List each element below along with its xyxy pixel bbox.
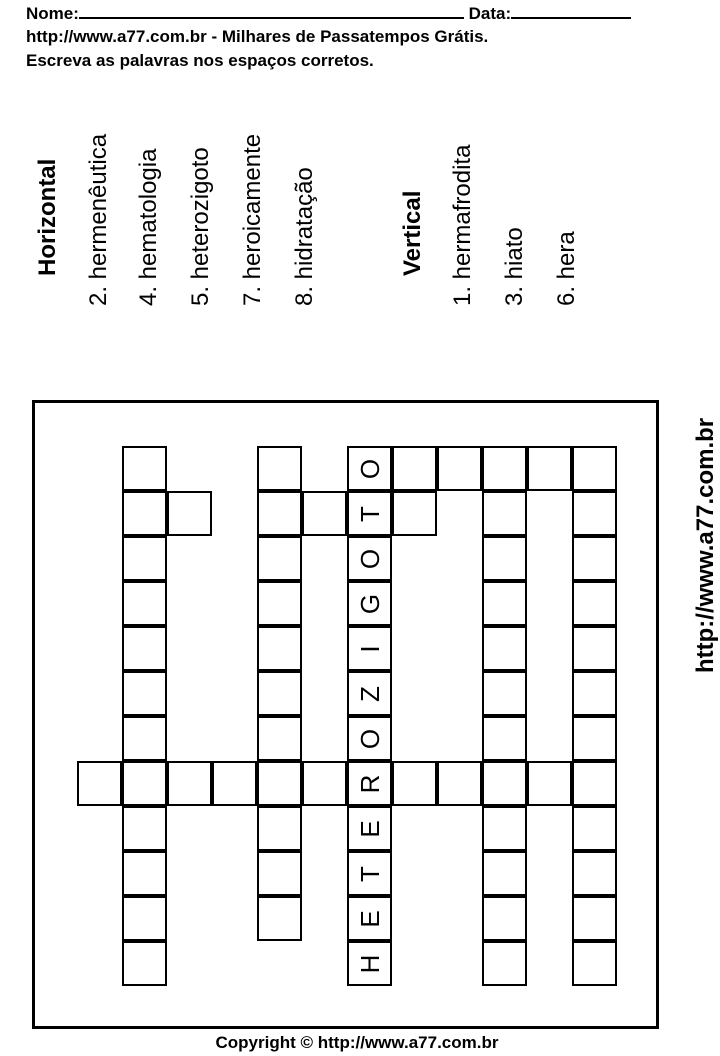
grid-cell[interactable] <box>122 716 167 761</box>
grid-cell[interactable] <box>437 446 482 491</box>
grid-cell[interactable] <box>572 806 617 851</box>
grid-cell[interactable] <box>482 581 527 626</box>
grid-cell[interactable] <box>122 581 167 626</box>
grid-cell[interactable] <box>347 941 392 986</box>
grid-cell[interactable] <box>122 671 167 716</box>
grid-cell[interactable] <box>347 491 392 536</box>
name-label: Nome: <box>26 4 79 23</box>
grid-cell[interactable] <box>572 896 617 941</box>
horizontal-clue: 7. heroicamente <box>239 133 266 306</box>
grid-cell[interactable] <box>392 491 437 536</box>
grid-cell[interactable] <box>122 491 167 536</box>
grid-cell[interactable] <box>257 761 302 806</box>
footer-copyright: Copyright © http://www.a77.com.br <box>215 1033 499 1052</box>
grid-cell[interactable] <box>167 761 212 806</box>
grid-cell[interactable] <box>482 671 527 716</box>
grid-cell[interactable] <box>122 626 167 671</box>
grid-cell[interactable] <box>347 806 392 851</box>
grid-cell[interactable] <box>482 851 527 896</box>
grid-cell[interactable] <box>122 536 167 581</box>
grid-cell[interactable] <box>572 581 617 626</box>
grid-cell[interactable] <box>572 626 617 671</box>
vertical-clue: 3. hiato <box>501 227 528 306</box>
grid-cell[interactable] <box>257 581 302 626</box>
grid-cell[interactable] <box>167 491 212 536</box>
grid-cell[interactable] <box>122 851 167 896</box>
site-line: http://www.a77.com.br - Milhares de Passatempos Grátis. <box>26 27 489 46</box>
grid-cell[interactable] <box>257 851 302 896</box>
name-field[interactable] <box>79 3 464 19</box>
grid-cell[interactable] <box>122 941 167 986</box>
grid-cell[interactable] <box>212 761 257 806</box>
grid-cell[interactable] <box>482 626 527 671</box>
horizontal-clue: 8. hidratação <box>291 167 318 306</box>
name-date-line <box>26 3 631 24</box>
grid-cell[interactable] <box>347 896 392 941</box>
grid-cell[interactable] <box>392 761 437 806</box>
grid-cell[interactable] <box>482 761 527 806</box>
grid-cell[interactable] <box>257 626 302 671</box>
grid-letter: T <box>354 505 385 522</box>
grid-cell[interactable] <box>257 896 302 941</box>
grid-cell[interactable] <box>572 716 617 761</box>
vertical-title: Vertical <box>399 190 426 276</box>
grid-cell[interactable] <box>482 806 527 851</box>
grid-cell[interactable] <box>347 761 392 806</box>
grid-cell[interactable] <box>122 806 167 851</box>
grid-cell[interactable] <box>482 716 527 761</box>
grid-cell[interactable] <box>482 446 527 491</box>
grid-cell[interactable] <box>572 671 617 716</box>
grid-letter: H <box>354 954 385 973</box>
grid-cell[interactable] <box>437 761 482 806</box>
vertical-clue: 1. hermafrodita <box>449 144 476 306</box>
grid-cell[interactable] <box>347 581 392 626</box>
grid-letter: G <box>354 593 385 614</box>
grid-cell[interactable] <box>572 491 617 536</box>
grid-cell[interactable] <box>302 761 347 806</box>
grid-cell[interactable] <box>482 941 527 986</box>
grid-letter: Z <box>354 685 385 702</box>
grid-cell[interactable] <box>527 761 572 806</box>
grid-cell[interactable] <box>482 491 527 536</box>
grid-cell[interactable] <box>572 941 617 986</box>
horizontal-clue: 4. hematologia <box>135 148 162 306</box>
horizontal-clue: 5. heterozigoto <box>187 147 214 306</box>
grid-cell[interactable] <box>527 446 572 491</box>
grid-cell[interactable] <box>572 761 617 806</box>
grid-cell[interactable] <box>257 716 302 761</box>
grid-letter: O <box>354 728 385 749</box>
grid-cell[interactable] <box>347 536 392 581</box>
grid-cell[interactable] <box>122 446 167 491</box>
grid-cell[interactable] <box>347 716 392 761</box>
grid-cell[interactable] <box>392 446 437 491</box>
grid-cell[interactable] <box>257 671 302 716</box>
grid-letter: R <box>354 774 385 793</box>
grid-cell[interactable] <box>257 536 302 581</box>
grid-letter: E <box>354 909 385 928</box>
grid-cell[interactable] <box>257 491 302 536</box>
instruction-text: Escreva as palavras nos espaços corretos. <box>26 51 374 70</box>
grid-cell[interactable] <box>347 446 392 491</box>
grid-cell[interactable] <box>122 761 167 806</box>
grid-cell[interactable] <box>482 536 527 581</box>
grid-cell[interactable] <box>257 446 302 491</box>
grid-cell[interactable] <box>482 896 527 941</box>
grid-cell[interactable] <box>77 761 122 806</box>
grid-letter: I <box>354 644 385 653</box>
side-watermark: http://www.a77.com.br <box>692 417 719 673</box>
grid-cell[interactable] <box>302 491 347 536</box>
date-field[interactable] <box>511 3 631 19</box>
grid-cell[interactable] <box>572 536 617 581</box>
grid-cell[interactable] <box>257 806 302 851</box>
grid-cell[interactable] <box>122 896 167 941</box>
grid-cell[interactable] <box>347 626 392 671</box>
horizontal-title: Horizontal <box>34 158 61 276</box>
grid-letter: O <box>354 458 385 479</box>
grid-letter: T <box>354 865 385 882</box>
grid-letter: E <box>354 819 385 838</box>
grid-letter: O <box>354 548 385 569</box>
grid-cell[interactable] <box>572 851 617 896</box>
grid-cell[interactable] <box>347 671 392 716</box>
grid-cell[interactable] <box>347 851 392 896</box>
horizontal-clue: 2. hermenêutica <box>85 133 112 306</box>
grid-cell[interactable] <box>572 446 617 491</box>
date-label: Data: <box>468 4 512 23</box>
vertical-clue: 6. hera <box>553 231 580 306</box>
